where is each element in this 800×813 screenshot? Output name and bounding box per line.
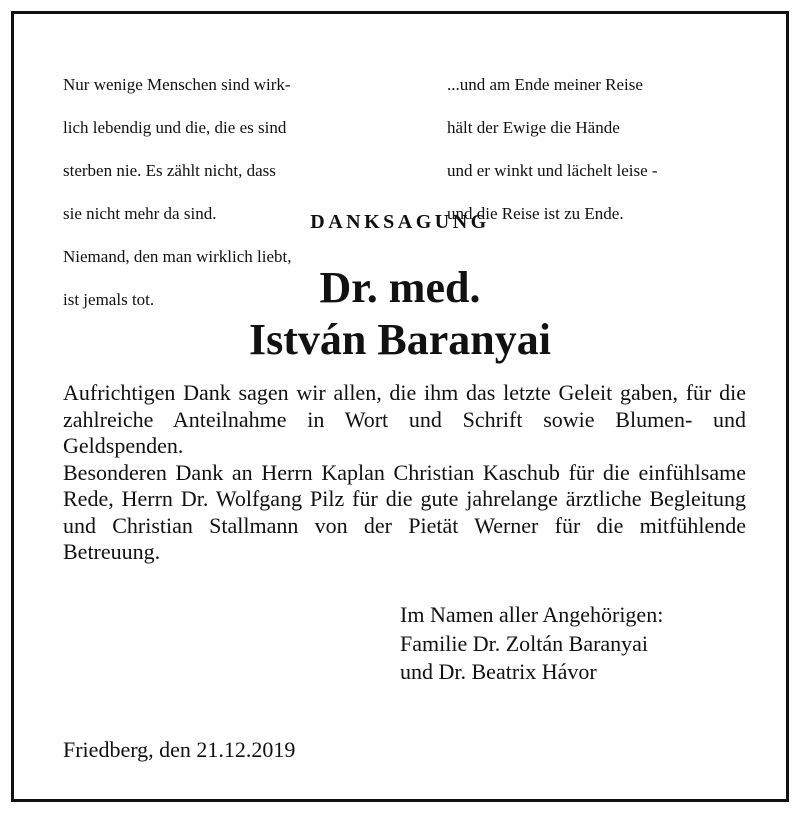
notice-frame (11, 11, 789, 802)
poem-line: und er winkt und lächelt leise - (447, 160, 658, 180)
place-date: Friedberg, den 21.12.2019 (63, 737, 296, 762)
thanks-paragraph: Aufrichtigen Dank sagen wir allen, die ihm das letzte Geleit gaben, für die zahlreiche Anteilnahme in Wort und Schrift sowie Blumen- und Geldspenden. (63, 380, 746, 458)
signature-line: und Dr. Beatrix Hávor (400, 659, 597, 684)
poem-line: Niemand, den man wirklich liebt, (63, 246, 292, 266)
poem-line: lich lebendig und die, die es sind (63, 117, 287, 137)
deceased-title: Dr. med. (319, 263, 481, 312)
poem-line: ist jemals tot. (63, 289, 155, 309)
thanks-body (63, 380, 746, 566)
deceased-name (14, 262, 786, 366)
poem-line: sie nicht mehr da sind. (63, 203, 217, 223)
thanks-paragraph: Besonderen Dank an Herrn Kaplan Christian Kaschub für die einfühlsame Rede, Herrn Dr. Wolfgang Pilz für die gute jahrelange ärztliche Begleitung und Christian Stallmann von der Pietät Werner für die mitfühlende Betreuung. (63, 459, 746, 564)
poem-line: sterben nie. Es zählt nicht, dass (63, 160, 276, 180)
poem-line: ...und am Ende meiner Reise (447, 74, 643, 94)
signature-line: Familie Dr. Zoltán Baranyai (400, 630, 649, 656)
poem-line: Nur wenige Menschen sind wirk- (63, 74, 291, 94)
deceased-full-name: István Baranyai (249, 315, 551, 364)
signature-line: Im Namen aller Angehörigen: (400, 602, 664, 627)
notice-heading: DANKSAGUNG (310, 211, 490, 233)
poem-line: und die Reise ist zu Ende. (447, 203, 624, 223)
signature-block (400, 601, 663, 687)
poem-line: hält der Ewige die Hände (447, 117, 620, 137)
